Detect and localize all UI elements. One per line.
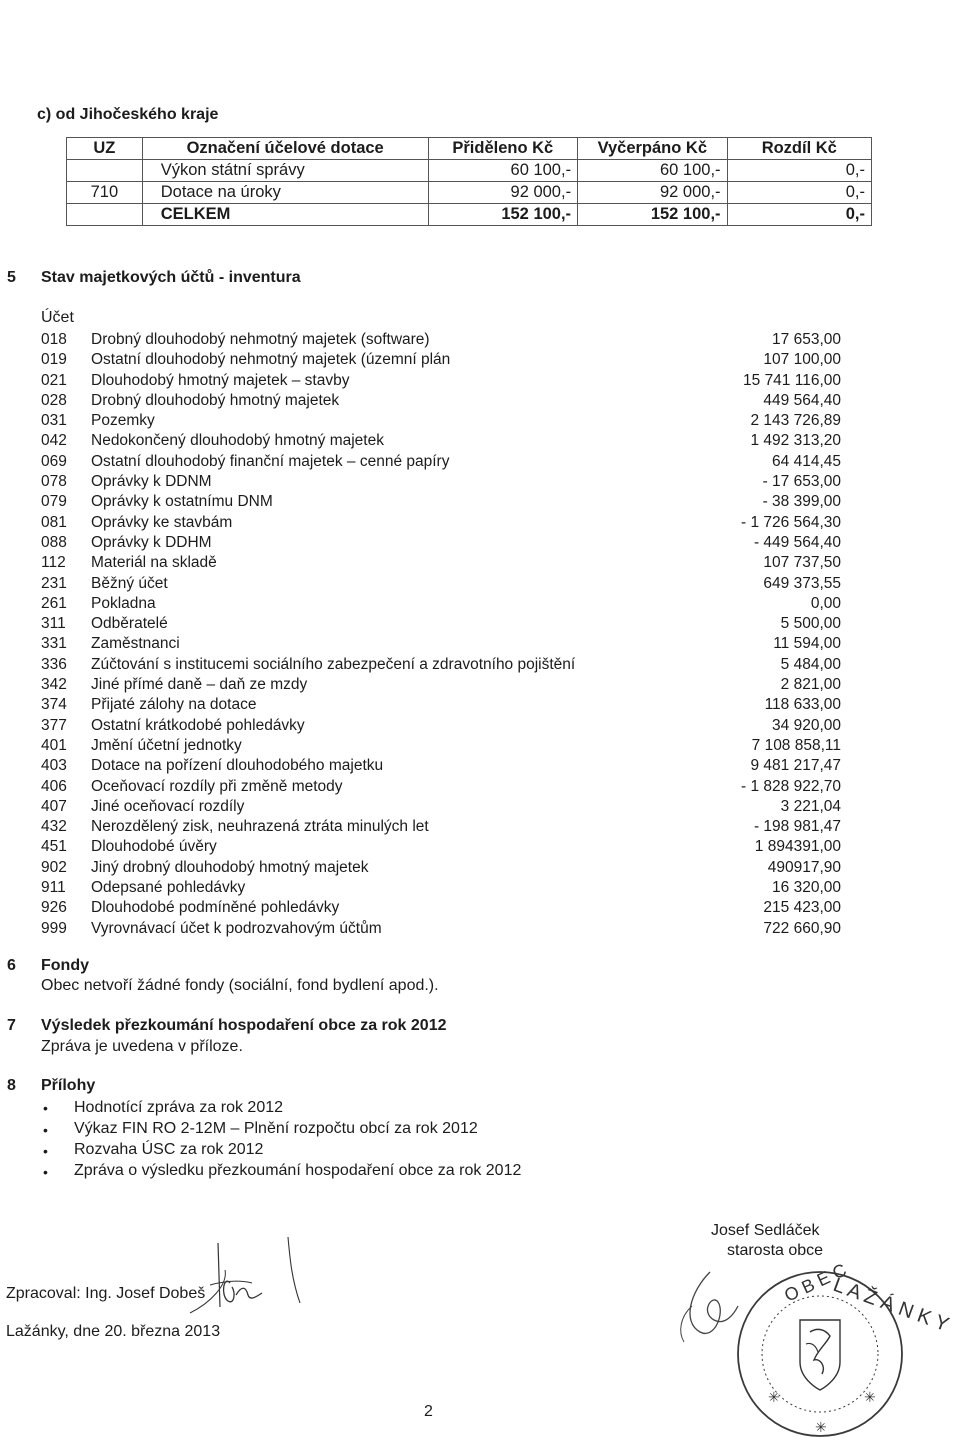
account-amount: 215 423,00 [763,899,841,917]
account-amount: - 449 564,40 [753,533,841,551]
mayor-name: Josef Sedláček [711,1222,820,1239]
account-code: 018 [41,331,67,348]
account-amount: 5 500,00 [780,615,841,633]
account-name: Odepsané pohledávky [91,879,246,897]
account-amount: 16 320,00 [772,879,841,897]
cell-prideleno: 152 100,- [428,204,577,226]
section-5-number: 5 [7,269,16,286]
svg-text:✳: ✳ [768,1389,780,1405]
account-name: Běžný účet [91,574,168,592]
account-amount: 722 660,90 [763,919,841,937]
account-code: 336 [41,655,67,673]
account-code: 112 [41,554,66,572]
account-amount: 107 100,00 [763,351,841,369]
cell-vycerpano: 60 100,- [578,160,727,182]
account-name: Dotace na pořízení dlouhodobého majetku [91,757,384,775]
bullet-icon: • [43,1100,48,1116]
account-name: Jmění účetní jednotky [91,736,242,754]
section-c-heading: c) od Jihočeského kraje [37,106,219,123]
svg-text:✳: ✳ [864,1389,876,1405]
list-item [41,879,841,899]
account-code: 081 [41,513,67,531]
list-item [41,737,841,757]
bullet-icon: • [43,1122,48,1138]
list-item [41,412,841,432]
section-5-title: Stav majetkových účtů - inventura [41,269,301,286]
cell-vycerpano: 92 000,- [578,182,727,204]
account-amount: 2 143 726,89 [750,412,841,430]
account-amount: 5 484,00 [780,655,841,673]
official-stamp [720,1259,952,1442]
account-amount: 15 741 116,00 [743,371,841,389]
account-name: Oprávky ke stavbám [91,513,233,531]
section-6-title: Fondy [41,957,89,974]
list-item [41,818,841,838]
account-amount: 9 481 217,47 [750,757,841,775]
account-amount: 3 221,04 [780,797,841,815]
section-8-number: 8 [7,1077,16,1094]
account-amount: 11 594,00 [773,635,841,653]
section-7-text: Zpráva je uvedena v příloze. [41,1038,243,1055]
cell-uz [67,160,143,182]
list-item [41,595,841,615]
account-amount: 2 821,00 [780,676,841,694]
account-name: Vyrovnávací účet k podrozvahovým účtům [91,919,382,937]
section-6-number: 6 [7,957,16,974]
cell-uz [67,204,143,226]
list-item [41,351,841,371]
table-header-row [67,138,872,160]
account-code: 231 [41,574,67,592]
account-amount: 34 920,00 [772,716,841,734]
account-code: 078 [41,473,67,491]
list-item [41,778,841,798]
account-code: 451 [41,838,67,856]
account-code: 311 [41,615,66,633]
col-header-prideleno: Přiděleno Kč [428,138,577,160]
cell-vycerpano: 152 100,- [578,204,727,226]
cell-rozdil: 0,- [727,160,871,182]
account-name: Jiný drobný dlouhodobý hmotný majetek [91,858,369,876]
place-date: Lažánky, dne 20. března 2013 [6,1323,221,1340]
account-name: Nerozdělený zisk, neuhrazená ztráta minulých let [91,818,429,836]
mayor-title: starosta obce [727,1242,824,1259]
account-code: 926 [41,899,67,917]
list-item [41,534,841,554]
account-name: Oprávky k DDHM [91,533,212,551]
list-item [41,615,841,635]
account-name: Jiné oceňovací rozdíly [91,797,245,815]
account-code: 261 [41,594,67,612]
list-item [41,514,841,534]
account-amount: - 198 981,47 [753,818,841,836]
list-item [41,798,841,818]
prepared-by: Zpracoval: Ing. Josef Dobeš [6,1285,206,1302]
list-item [41,757,841,777]
svg-text:L A Ž Á N K Y: L A Ž Á N K Y [830,1274,952,1337]
account-amount: 118 633,00 [764,696,841,714]
list-item [41,920,841,940]
list-item [41,635,841,655]
account-code: 999 [41,919,67,937]
account-code: 902 [41,858,67,876]
cell-rozdil: 0,- [727,204,871,226]
account-code: 019 [41,351,67,369]
list-item [41,473,841,493]
account-amount: 64 414,45 [772,452,841,470]
account-amount: 1 492 313,20 [750,432,841,450]
cell-uz: 710 [67,182,143,204]
account-name: Dlouhodobý hmotný majetek – stavby [91,371,350,389]
cell-name: Výkon státní správy [142,160,428,182]
section-7-number: 7 [7,1017,16,1034]
account-code: 432 [41,818,67,836]
account-amount: - 38 399,00 [762,493,841,511]
account-code: 401 [41,736,67,754]
cell-prideleno: 60 100,- [428,160,577,182]
list-item [41,392,841,412]
account-amount: 1 894391,00 [754,838,841,856]
account-name: Dlouhodobé podmíněné pohledávky [91,899,340,917]
col-header-vycerpano: Vyčerpáno Kč [578,138,727,160]
account-name: Zúčtování s institucemi sociálního zabezpečení a zdravotního pojištění [91,655,576,673]
account-amount: 490917,90 [767,858,841,876]
page-number: 2 [424,1403,433,1420]
svg-text:O B E C: O B E C [781,1259,850,1306]
account-name: Ostatní krátkodobé pohledávky [91,716,305,734]
account-name: Odběratelé [91,615,168,633]
col-header-name: Označení účelové dotace [142,138,428,160]
account-code: 042 [41,432,67,450]
account-name: Drobný dlouhodobý nehmotný majetek (software) [91,331,430,348]
list-item [41,676,841,696]
section-8-title: Přílohy [41,1077,96,1094]
account-name: Pozemky [91,412,155,430]
account-code: 079 [41,493,67,511]
col-header-uz: UZ [67,138,143,160]
account-name: Oprávky k ostatnímu DNM [91,493,273,511]
table-row [67,182,872,204]
list-item [41,493,841,513]
account-amount: - 1 726 564,30 [741,513,841,531]
account-name: Přijaté zálohy na dotace [91,696,257,714]
account-code: 028 [41,391,67,409]
table-total-row [67,204,872,226]
account-name: Materiál na skladě [91,554,217,572]
account-code: 403 [41,757,67,775]
cell-name: Dotace na úroky [142,182,428,204]
account-code: 069 [41,452,67,470]
account-list [41,331,841,940]
svg-text:✳: ✳ [815,1419,827,1435]
account-amount: - 17 653,00 [762,473,841,491]
list-item [41,696,841,716]
account-code: 374 [41,696,67,714]
account-code: 406 [41,777,67,795]
cell-name: CELKEM [142,204,428,226]
list-item [41,554,841,574]
bullet-icon: • [43,1164,48,1180]
account-column-label: Účet [41,309,74,326]
account-amount: 449 564,40 [763,391,841,409]
section-6-text: Obec netvoří žádné fondy (sociální, fond bydlení apod.). [41,977,439,994]
account-amount: 649 373,55 [763,574,841,592]
list-item [41,656,841,676]
account-amount: 17 653,00 [772,331,841,348]
account-name: Zaměstnanci [91,635,180,653]
preparer-signature [170,1235,320,1320]
account-amount: 107 737,50 [763,554,841,572]
account-code: 088 [41,533,67,551]
attachment-item: Rozvaha ÚSC za rok 2012 [74,1141,264,1158]
list-item [41,717,841,737]
cell-rozdil: 0,- [727,182,871,204]
list-item [41,575,841,595]
account-code: 377 [41,716,67,734]
account-code: 342 [41,676,67,694]
list-item [41,432,841,452]
table-row [67,160,872,182]
attachment-item: Hodnotící zpráva za rok 2012 [74,1099,284,1116]
account-amount: 7 108 858,11 [751,736,841,754]
list-item [41,372,841,392]
account-amount: - 1 828 922,70 [741,777,841,795]
account-name: Oprávky k DDNM [91,473,212,491]
col-header-rozdil: Rozdíl Kč [727,138,871,160]
account-name: Drobný dlouhodobý hmotný majetek [91,391,340,409]
list-item [41,453,841,473]
account-name: Oceňovací rozdíly při změně metody [91,777,343,795]
account-name: Ostatní dlouhodobý finanční majetek – cenné papíry [91,452,450,470]
account-name: Ostatní dlouhodobý nehmotný majetek (územní plán [91,351,451,369]
section-7-title: Výsledek přezkoumání hospodaření obce za rok 2012 [41,1017,447,1034]
list-item [41,331,841,351]
account-code: 911 [41,879,66,897]
account-name: Pokladna [91,594,156,612]
list-item [41,838,841,858]
account-name: Dlouhodobé úvěry [91,838,217,856]
attachment-item: Výkaz FIN RO 2-12M – Plnění rozpočtu obcí za rok 2012 [74,1120,478,1137]
account-code: 331 [41,635,67,653]
account-code: 031 [41,412,67,430]
cell-prideleno: 92 000,- [428,182,577,204]
bullet-icon: • [43,1143,48,1159]
account-code: 021 [41,371,67,389]
account-amount: 0,00 [810,594,841,612]
account-code: 407 [41,797,67,815]
list-item [41,899,841,919]
list-item [41,859,841,879]
account-name: Nedokončený dlouhodobý hmotný majetek [91,432,384,450]
account-name: Jiné přímé daně – daň ze mzdy [91,676,308,694]
dotace-table [66,137,872,226]
attachment-item: Zpráva o výsledku přezkoumání hospodaření obce za rok 2012 [74,1162,522,1179]
